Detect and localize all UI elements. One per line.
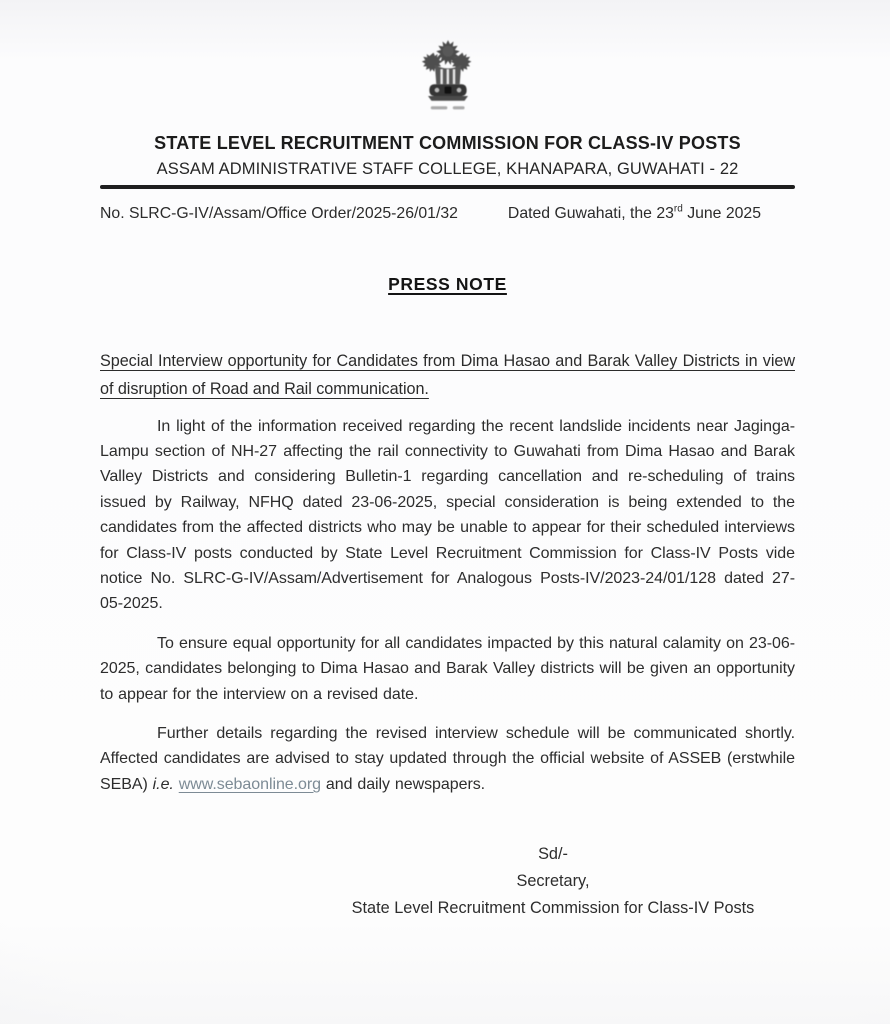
subject-line: Special Interview opportunity for Candidates from Dima Hasao and Barak Valley Districts in view of disruption of Road and Rail communication.: [100, 351, 795, 398]
national-emblem-icon: [417, 36, 479, 116]
press-note-heading: PRESS NOTE: [388, 273, 507, 294]
organization-title: STATE LEVEL RECRUITMENT COMMISSION FOR CLASS-IV POSTS: [154, 133, 741, 153]
ie-abbreviation: i.e.: [152, 775, 179, 793]
header-divider: [100, 185, 795, 189]
paragraph-2: To ensure equal opportunity for all candidates impacted by this natural calamity on 23-06-2025, candidates belonging to Dima Hasao and Barak Valley districts will be given an opportunity to appear for the interview on a revised date.: [100, 634, 795, 703]
document-date: Dated Guwahati, the 23rd June 2025: [507, 203, 761, 222]
reference-number: No. SLRC-G-IV/Assam/Office Order/2025-26/01/32: [100, 204, 458, 222]
signature-sd: Sd/-: [538, 845, 568, 864]
signature-block: [333, 841, 773, 922]
organization-subtitle: ASSAM ADMINISTRATIVE STAFF COLLEGE, KHANAPARA, GUWAHATI - 22: [156, 160, 739, 178]
date-ordinal: rd: [673, 203, 683, 215]
reference-row: [100, 204, 795, 224]
closing-text: Further details regarding the revised interview schedule will be communicated shortly. Affected candidates are advised to stay updated through the official website of ASSEB (erstwhile SEBA): [100, 724, 795, 793]
document-content: [100, 0, 795, 922]
paragraph-1: In light of the information received regarding the recent landslide incidents near Jaginga-Lampu section of NH-27 affecting the rail connectivity to Guwahati from Dima Hasao and Barak Valley Districts and considering Bulletin-1 regarding cancellation and re-scheduling of trains issued by Railway, NFHQ dated 23-06-2025, special consideration is being extended to the candidates from the affected districts who may be unable to appear for their scheduled interviews for Class-IV posts conducted by State Level Recruitment Commission for Class-IV Posts vide notice No. SLRC-G-IV/Assam/Advertisement for Analogous Posts-IV/2023-24/01/128 dated 27-05-2025.: [100, 417, 795, 613]
paragraph-3: [100, 721, 795, 797]
website-link[interactable]: www.sebaonline.org: [178, 775, 322, 793]
signature-designation: Secretary,: [516, 872, 590, 891]
closing-text-end: and daily newspapers.: [321, 775, 486, 793]
signature-organization: State Level Recruitment Commission for Class-IV Posts: [351, 899, 755, 918]
